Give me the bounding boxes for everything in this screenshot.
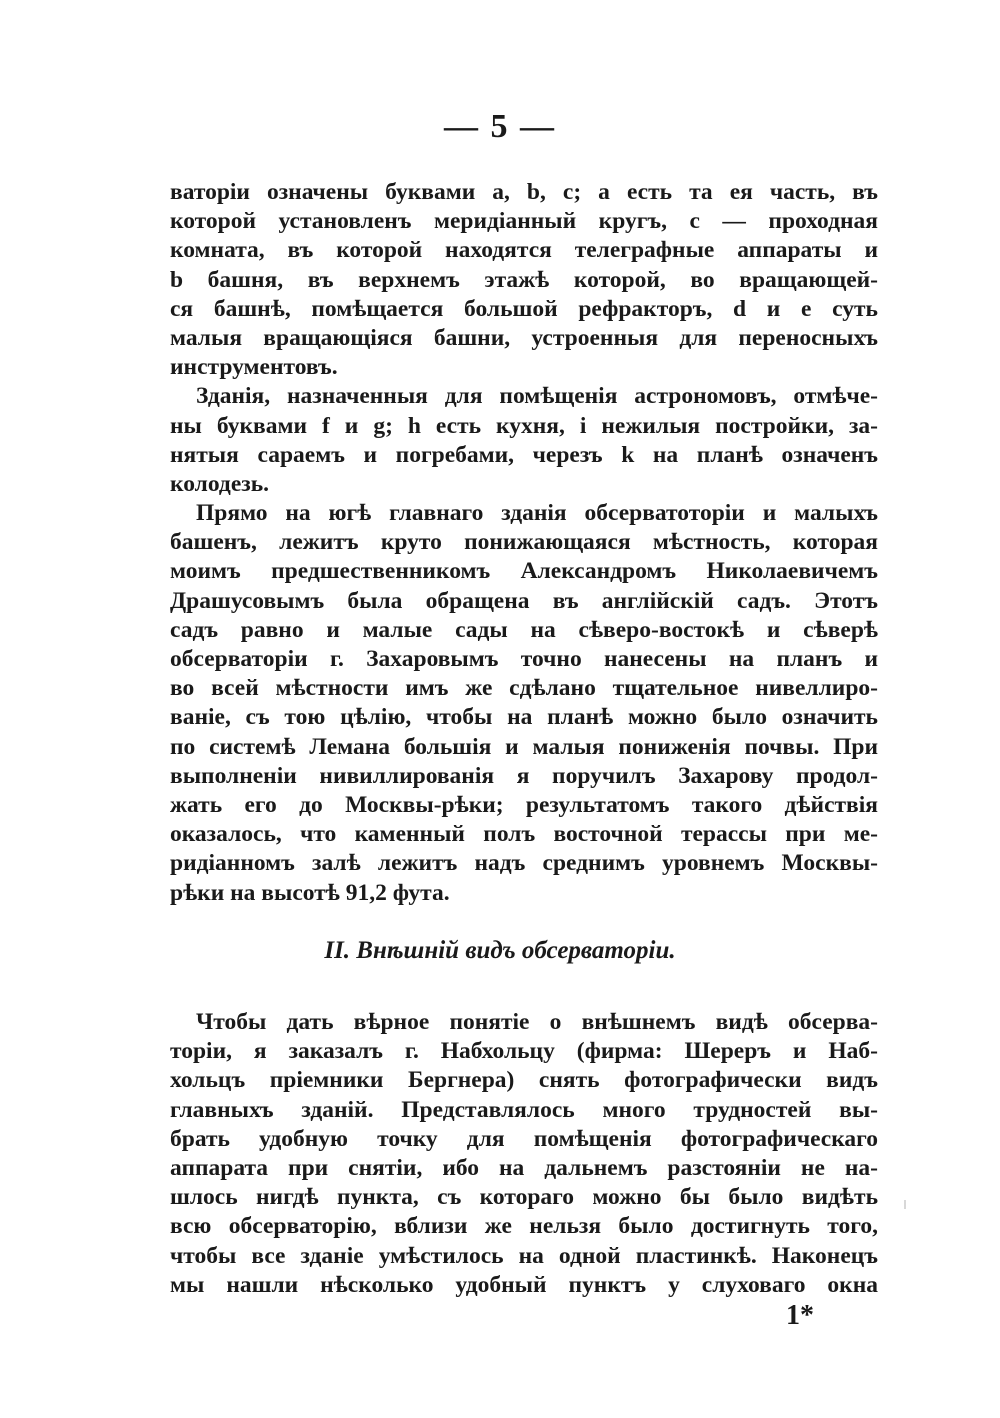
text-line: инструментовъ. [170,354,338,381]
section-heading: II. Внѣшній видъ обсерваторіи. [324,937,676,964]
text-line: по системѣ Лемана большія и малыя пониженія почвы. При [170,733,878,760]
text-line: комната, въ которой находятся телеграфные аппараты и [170,237,878,264]
text-line: ся башнѣ, помѣщается большой рефракторъ, d и e суть [170,295,878,322]
text-line: во всей мѣстности имъ же сдѣлано тщательное нивеллиро- [170,675,878,702]
text-line: рѣки на высотѣ 91,2 фута. [170,879,450,906]
text-line: брать удобную точку для помѣщенія фотографическаго [170,1125,878,1152]
page-number: — 5 — [444,108,556,145]
text-line: садъ равно и малые сады на сѣверо-востокѣ и сѣверѣ [170,616,878,643]
text-line: малыя вращающіяся башни, устроенныя для переносныхъ [170,324,878,351]
text-line: главныхъ зданій. Представлялось много трудностей вы- [170,1096,878,1123]
text-line: оказалось, что каменный полъ восточной терассы при ме- [170,821,878,848]
text-line: Прямо на югѣ главнаго зданія обсерватоторіи и малыхъ [196,500,878,527]
text-line: мы нашли нѣсколько удобный пунктъ у слуховаго окна [170,1271,878,1298]
text-line: b башня, въ верхнемъ этажѣ которой, во вращающей- [170,266,878,293]
text-line: Зданія, назначенныя для помѣщенія астрономовъ, отмѣче- [196,383,878,410]
text-line: которой установленъ меридіанный кругъ, c — проходная [170,208,878,235]
text-line: выполненіи нивиллированія я поручилъ Захарову продол- [170,762,878,789]
text-line: моимъ предшественникомъ Александромъ Николаевичемъ [170,558,878,585]
text-line: обсерваторіи г. Захаровымъ точно нанесены на планъ и [170,646,878,672]
text-line: ны буквами f и g; h есть кухня, і нежилыя постройки, за- [170,412,878,439]
paragraph-block-2 [170,1008,878,1300]
text-line: чтобы все зданіе умѣстилось на одной пластинкѣ. Наконецъ [170,1242,878,1269]
signature-mark: 1* [786,1300,814,1331]
text-line: торіи, я заказалъ г. Набхольцу (фирма: Шереръ и Наб- [170,1038,878,1065]
paper-speck [904,1200,906,1209]
text-line: ваторіи означены буквами a, b, c; a есть та ея часть, въ [170,179,878,205]
paragraph-block-1 [170,178,878,908]
text-line: колодезь. [170,470,269,497]
text-line: башенъ, лежитъ круто понижающаяся мѣстность, которая [170,529,878,556]
text-line: хольцъ пріемники Бергнера) снять фотографически видъ [170,1067,878,1094]
text-line: Чтобы дать вѣрное понятіе о внѣшнемъ видѣ обсерва- [196,1009,878,1035]
text-line: жать его до Москвы-рѣки; результатомъ такого дѣйствія [170,791,878,818]
text-line: Драшусовымъ была обращена въ англійскій садъ. Этотъ [170,587,878,614]
text-line: нятыя сараемъ и погребами, черезъ k на планѣ означенъ [170,441,878,468]
text-line: ридіанномъ залѣ лежитъ надъ среднимъ уровнемъ Москвы- [170,850,878,877]
text-line: ваніе, съ тою цѣлію, чтобы на планѣ можно было означить [170,704,878,731]
text-line: всю обсерваторію, вблизи же нельзя было достигнуть того, [170,1213,878,1240]
text-line: аппарата при снятіи, ибо на дальнемъ разстояніи не на- [170,1154,878,1181]
text-line: шлось нигдѣ пункта, съ котораго можно бы было видѣть [170,1184,878,1211]
